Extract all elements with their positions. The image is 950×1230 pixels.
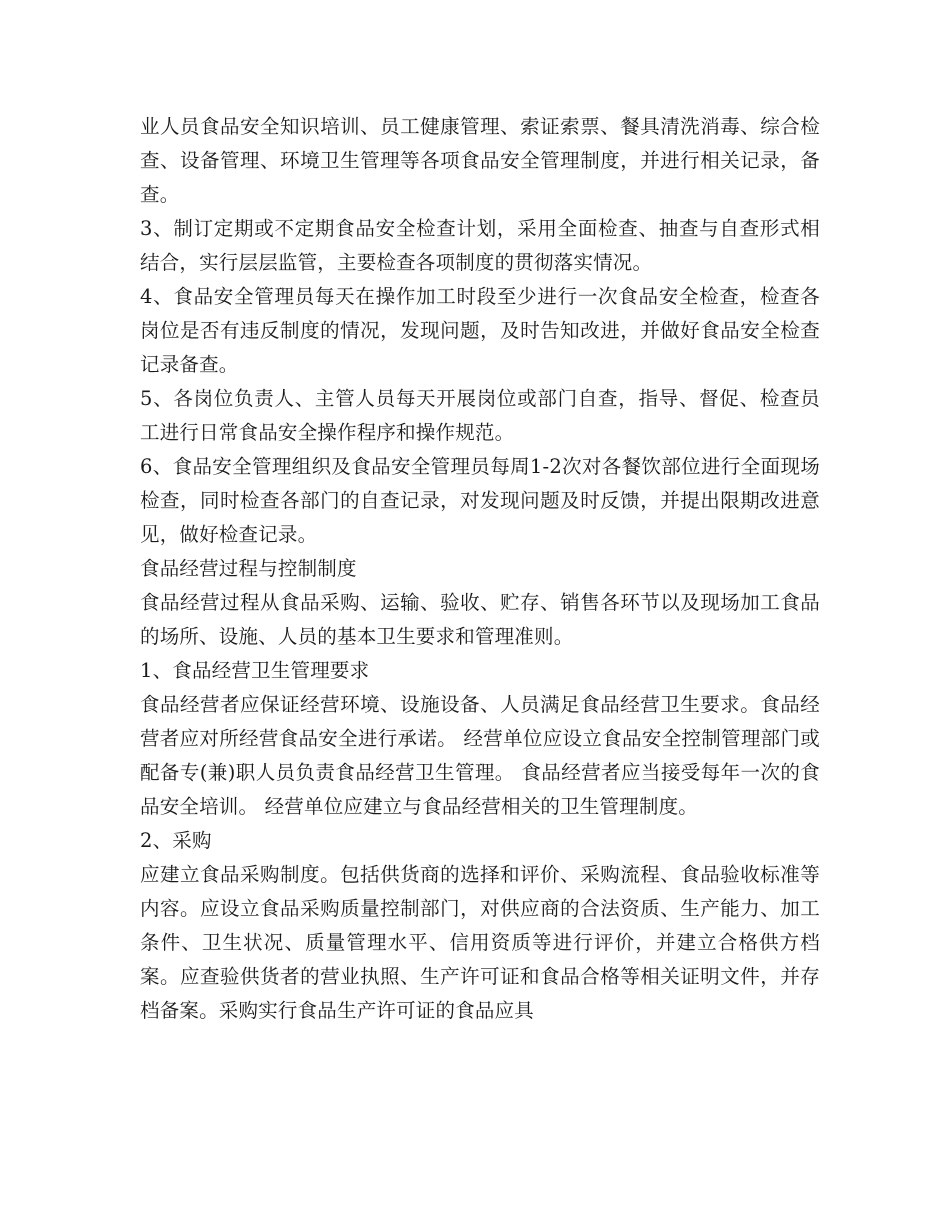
section-heading-process-control: 食品经营过程与控制制度 bbox=[140, 557, 357, 580]
subheading-hygiene-requirements: 1、食品经营卫生管理要求 bbox=[140, 659, 370, 682]
subheading-procurement: 2、采购 bbox=[140, 829, 212, 852]
paragraph-2: 3、制订定期或不定期食品安全检查计划，采用全面检查、抽查与自查形式相结合，实行层层监管，主要检查各项制度的贯彻落实情况。 bbox=[140, 217, 820, 274]
document-page bbox=[140, 110, 820, 1028]
paragraph-3: 4、食品安全管理员每天在操作加工时段至少进行一次食品安全检查，检查各岗位是否有违反制度的情况，发现问题，及时告知改进，并做好食品安全检查记录备查。 bbox=[140, 285, 820, 376]
paragraph-8: 应建立食品采购制度。包括供货商的选择和评价、采购流程、食品验收标准等内容。应设立食品采购质量控制部门，对供应商的合法资质、生产能力、加工条件、卫生状况、质量管理水平、信用资质等进行评价，并建立合格供方档案。应查验供货者的营业执照、生产许可证和食品合格等相关证明文件，并存档备案。采购实行食品生产许可证的食品应具 bbox=[140, 863, 820, 1022]
paragraph-5: 6、食品安全管理组织及食品安全管理员每周1-2次对各餐饮部位进行全面现场检查，同时检查各部门的自查记录，对发现问题及时反馈，并提出限期改进意见，做好检查记录。 bbox=[140, 455, 820, 546]
paragraph-4: 5、各岗位负责人、主管人员每天开展岗位或部门自查，指导、督促、检查员工进行日常食品安全操作程序和操作规范。 bbox=[140, 387, 820, 444]
paragraph-1: 业人员食品安全知识培训、员工健康管理、索证索票、餐具清洗消毒、综合检查、设备管理、环境卫生管理等各项食品安全管理制度，并进行相关记录，备查。 bbox=[140, 115, 820, 206]
paragraph-6: 食品经营过程从食品采购、运输、验收、贮存、销售各环节以及现场加工食品的场所、设施、人员的基本卫生要求和管理准则。 bbox=[140, 591, 820, 648]
paragraph-7: 食品经营者应保证经营环境、设施设备、人员满足食品经营卫生要求。食品经营者应对所经营食品安全进行承诺。 经营单位应设立食品安全控制管理部门或配备专(兼)职人员负责食品经营卫生管理。 食品经营者应当接受每年一次的食品安全培训。 经营单位应建立与食品经营相关的卫生管理制度。 bbox=[140, 693, 820, 818]
